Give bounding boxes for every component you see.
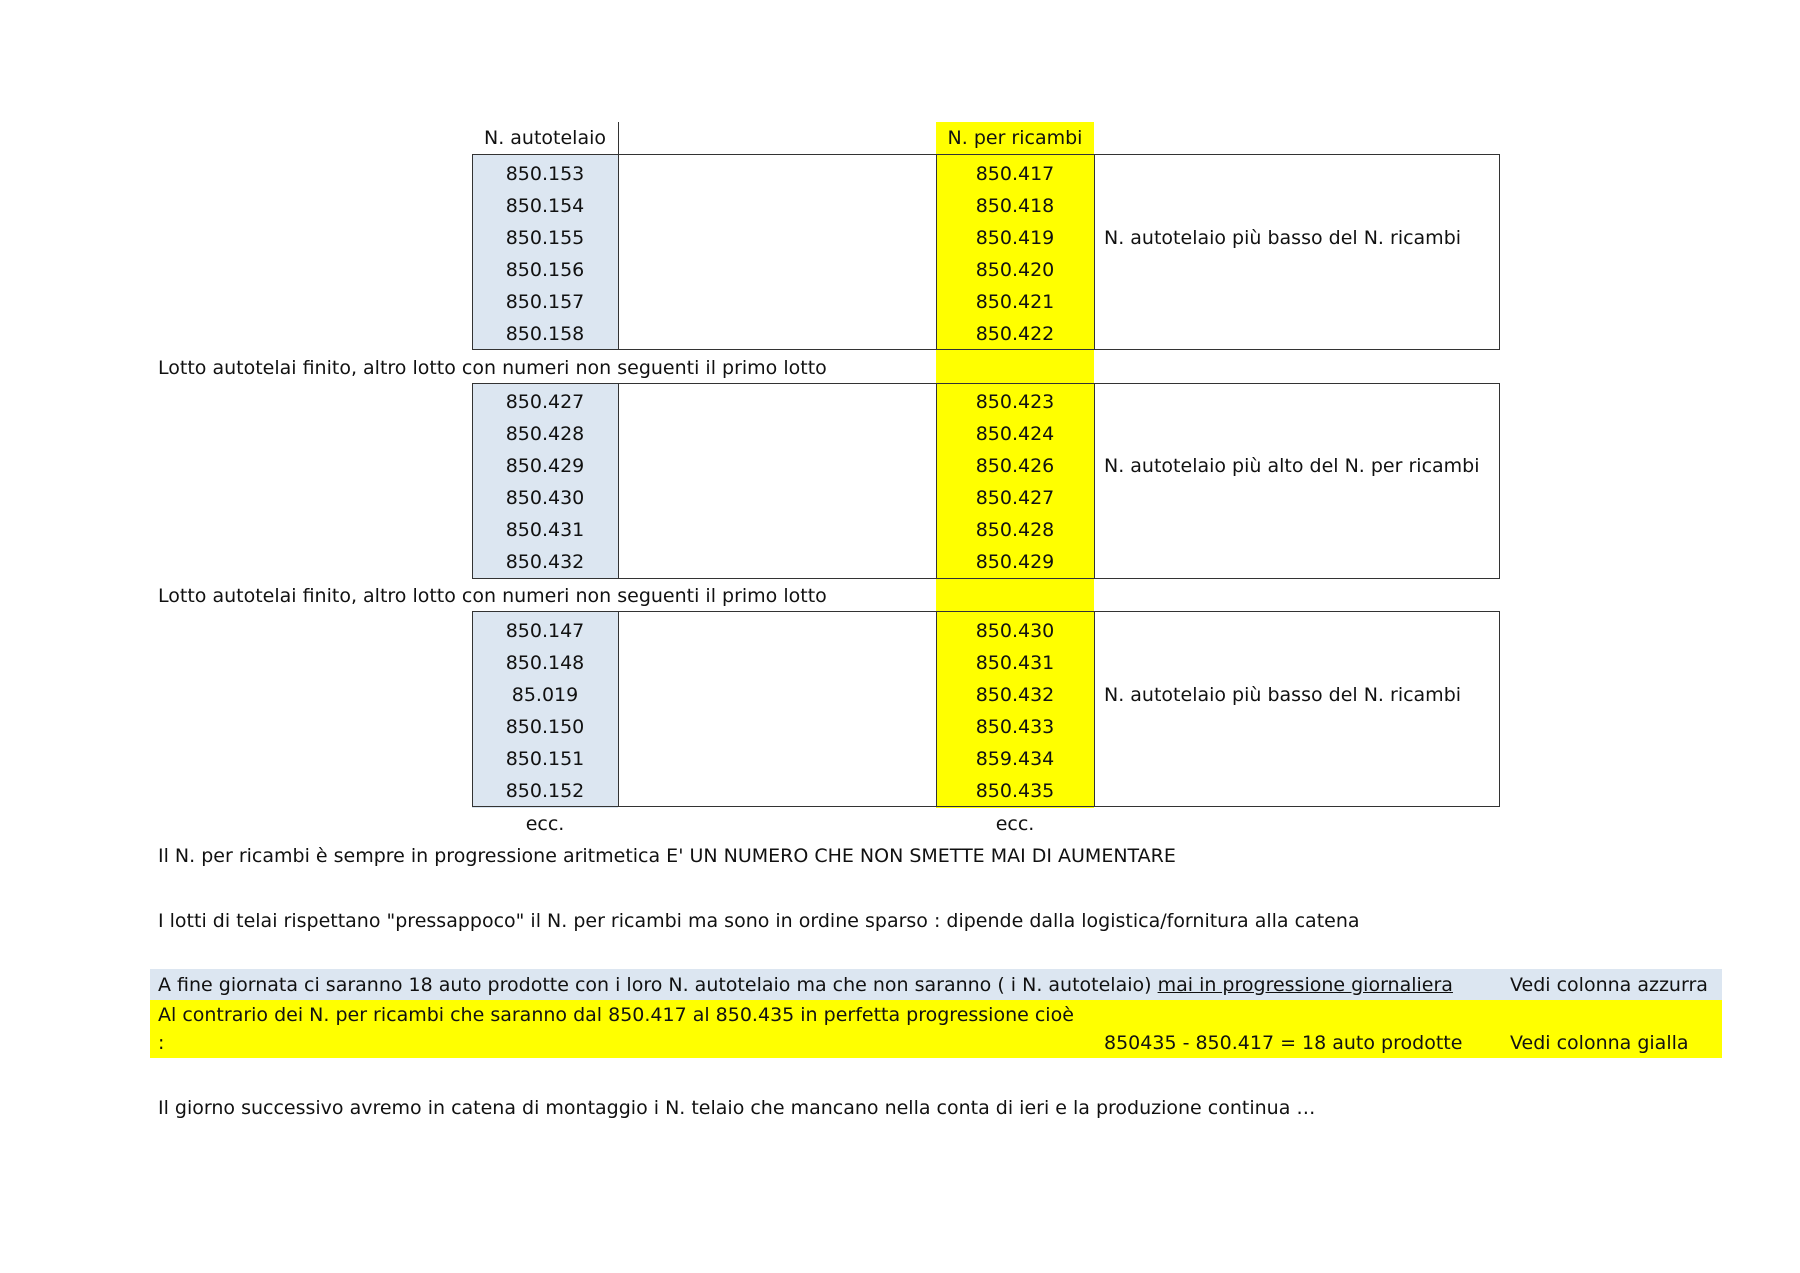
lot-2-spare-3: 850.426 (975, 455, 1055, 477)
yellow-summary-line2: : (158, 1032, 165, 1054)
lot-3-chassis-2: 850.148 (505, 652, 585, 674)
yellow-summary-line1: Al contrario dei N. per ricambi che saranno dal 850.417 al 850.435 in perfetta progressione cioè (158, 1004, 1074, 1026)
lot-1-spare-2: 850.418 (975, 195, 1055, 217)
lot-3-spare-4: 850.433 (975, 716, 1055, 738)
lot-2-divider-c (1094, 383, 1095, 579)
blue-summary-right: Vedi colonna azzurra (1510, 974, 1708, 996)
lot-1-chassis-4: 850.156 (505, 259, 585, 281)
next-day-line: Il giorno successivo avremo in catena di montaggio i N. telaio che mancano nella conta di ieri e la produzione continua … (158, 1097, 1316, 1119)
lot-2-spare-2: 850.424 (975, 423, 1055, 445)
lot-1-chassis-6: 850.158 (505, 323, 585, 345)
header-mid-border (618, 122, 619, 154)
lot-3-chassis-5: 850.151 (505, 748, 585, 770)
lot-1-chassis-3: 850.155 (505, 227, 585, 249)
lot-3-spare-3: 850.432 (975, 684, 1055, 706)
blue-summary-main: A fine giornata ci saranno 18 auto prodotte con i loro N. autotelaio ma che non saranno ( i N. autotelaio) (158, 974, 1152, 996)
lot-2-spare-6: 850.429 (975, 551, 1055, 573)
lot-3-note: N. autotelaio più basso del N. ricambi (1104, 684, 1462, 706)
lot-1-divider-a (618, 154, 619, 350)
lot-3-divider-c (1094, 611, 1095, 807)
lot-2-spare-5: 850.428 (975, 519, 1055, 541)
lots-line: I lotti di telai rispettano "pressappoco" il N. per ricambi ma sono in ordine sparso : dipende dalla logistica/fornitura alla catena (158, 910, 1360, 932)
lot-2-chassis-6: 850.432 (505, 551, 585, 573)
lot-3-chassis-4: 850.150 (505, 716, 585, 738)
lot-1-chassis-1: 850.153 (505, 163, 585, 185)
lot-2-chassis-4: 850.430 (505, 487, 585, 509)
blue-summary-underlined: mai in progressione giornaliera (1157, 974, 1453, 996)
lot-1-spare-3: 850.419 (975, 227, 1055, 249)
yellow-summary-formula: 850435 - 850.417 = 18 auto prodotte (1104, 1032, 1463, 1054)
lot-1-spare-5: 850.421 (975, 291, 1055, 313)
lot-3-chassis-1: 850.147 (505, 620, 585, 642)
lot-2-divider-a (618, 383, 619, 579)
progression-line: Il N. per ricambi è sempre in progressione aritmetica E' UN NUMERO CHE NON SMETTE MAI DI AUMENTARE (158, 845, 1176, 867)
lot-1-note: N. autotelaio più basso del N. ricambi (1104, 227, 1462, 249)
chassis-header: N. autotelaio (472, 122, 618, 154)
lot-1-divider-c (1094, 154, 1095, 350)
lot-3-divider-a (618, 611, 619, 807)
lot-3-chassis-3: 85.019 (511, 684, 579, 706)
lot-1-chassis-2: 850.154 (505, 195, 585, 217)
spare-ecc: ecc. (936, 808, 1094, 840)
chassis-ecc: ecc. (525, 813, 565, 835)
lot-3-spare-5: 859.434 (975, 748, 1055, 770)
separator-2-text: Lotto autotelai finito, altro lotto con numeri non seguenti il primo lotto (158, 585, 827, 607)
lot-3-spare-6: 850.435 (975, 780, 1055, 802)
lot-2-note: N. autotelaio più alto del N. per ricambi (1104, 455, 1480, 477)
separator-1-text: Lotto autotelai finito, altro lotto con numeri non seguenti il primo lotto (158, 357, 827, 379)
lot-2-spare-1: 850.423 (975, 391, 1055, 413)
spare-header: N. per ricambi (947, 127, 1083, 149)
lot-2-chassis-2: 850.428 (505, 423, 585, 445)
blue-summary-text (158, 969, 1453, 1001)
lot-1-spare-4: 850.420 (975, 259, 1055, 281)
lot-2-chassis-1: 850.427 (505, 391, 585, 413)
lot-3-chassis-6: 850.152 (505, 780, 585, 802)
lot-1-spare-1: 850.417 (975, 163, 1055, 185)
lot-2-chassis-5: 850.431 (505, 519, 585, 541)
lot-2-spare-4: 850.427 (975, 487, 1055, 509)
yellow-summary-right: Vedi colonna gialla (1510, 1032, 1689, 1054)
lot-2-chassis-3: 850.429 (505, 455, 585, 477)
lot-3-spare-1: 850.430 (975, 620, 1055, 642)
lot-3-spare-2: 850.431 (975, 652, 1055, 674)
lot-1-spare-6: 850.422 (975, 323, 1055, 345)
lot-1-chassis-5: 850.157 (505, 291, 585, 313)
